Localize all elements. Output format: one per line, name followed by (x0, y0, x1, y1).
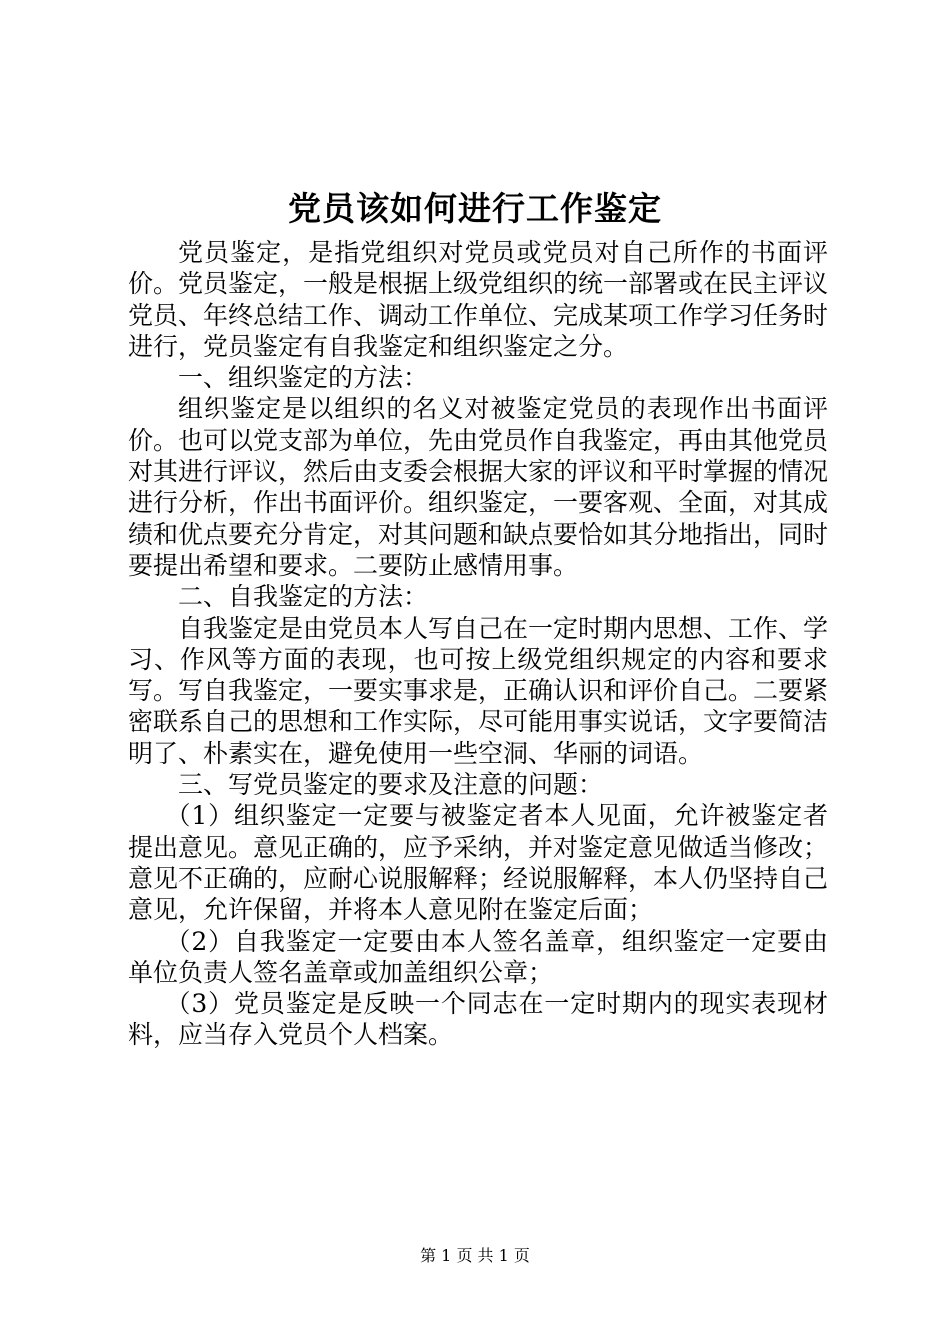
heading-requirements: 三、写党员鉴定的要求及注意的问题： (178, 770, 604, 800)
document-body (128, 237, 828, 1051)
page-footer: 第 1 页 共 1 页 (420, 1246, 530, 1265)
requirement-item-1: （1）组织鉴定一定要与被鉴定者本人见面，允许被鉴定者提出意见。意见正确的，应予采纳，并对鉴定意见做适当修改；意见不正确的，应耐心说服解释；经说服解释，本人仍坚持自己意见，允许保留，并将本人意见附在鉴定后面； (128, 801, 829, 925)
paragraph-org-method: 组织鉴定是以组织的名义对被鉴定党员的表现作出书面评价。也可以党支部为单位，先由党员作自我鉴定，再由其他党员对其进行评议，然后由支委会根据大家的评议和平时掌握的情况进行分析，作出书面评价。组织鉴定，一要客观、全面，对其成绩和优点要充分肯定，对其问题和缺点要恰如其分地指出，同时要提出希望和要求。二要防止感情用事。 (128, 394, 829, 580)
heading-self-method: 二、自我鉴定的方法： (178, 582, 429, 612)
heading-org-method: 一、组织鉴定的方法： (178, 363, 429, 393)
requirement-item-3: （3）党员鉴定是反映一个同志在一定时期内的现实表现材料，应当存入党员个人档案。 (128, 989, 828, 1050)
paragraph-intro: 党员鉴定，是指党组织对党员或党员对自己所作的书面评价。党员鉴定，一般是根据上级党组织的统一部署或在民主评议党员、年终总结工作、调动工作单位、完成某项工作学习任务时进行，党员鉴定有自我鉴定和组织鉴定之分。 (128, 238, 829, 361)
document-title: 党员该如何进行工作鉴定 (288, 189, 662, 228)
requirement-item-2: （2）自我鉴定一定要由本人签名盖章，组织鉴定一定要由单位负责人签名盖章或加盖组织公章； (128, 926, 828, 987)
paragraph-self-method: 自我鉴定是由党员本人写自己在一定时期内思想、工作、学习、作风等方面的表现，也可按上级党组织规定的内容和要求写。写自我鉴定，一要实事求是，正确认识和评价自己。二要紧密联系自己的思想和工作实际，尽可能用事实说话，文字要简洁明了、朴素实在，避免使用一些空洞、华丽的词语。 (128, 613, 829, 768)
